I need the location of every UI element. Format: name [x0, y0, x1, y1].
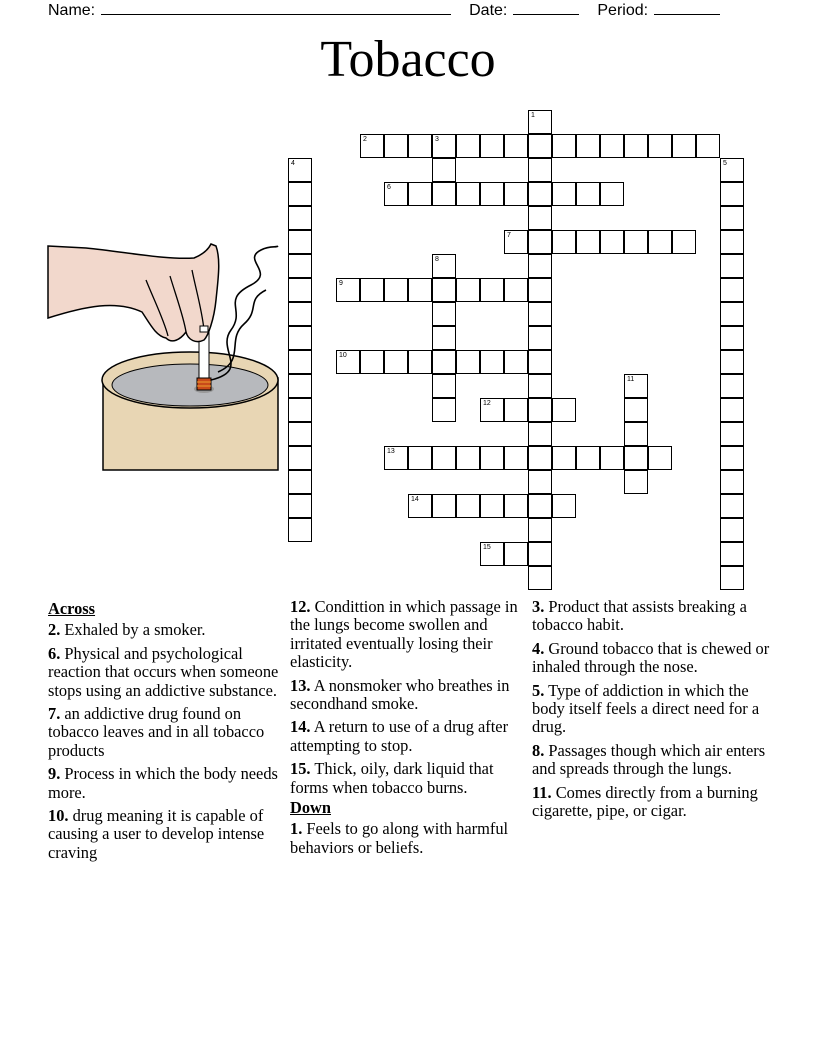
crossword-cell[interactable] [288, 494, 312, 518]
crossword-cell[interactable] [720, 302, 744, 326]
crossword-cell[interactable] [432, 134, 456, 158]
crossword-cell[interactable] [432, 494, 456, 518]
crossword-cell[interactable] [528, 566, 552, 590]
crossword-cell[interactable] [288, 230, 312, 254]
crossword-cell[interactable] [528, 518, 552, 542]
crossword-cell[interactable] [432, 182, 456, 206]
crossword-cell[interactable] [552, 230, 576, 254]
crossword-cell[interactable] [432, 350, 456, 374]
crossword-cell[interactable] [720, 494, 744, 518]
crossword-cell[interactable] [384, 134, 408, 158]
crossword-cell[interactable] [456, 134, 480, 158]
clue-number: 10 [339, 352, 347, 359]
crossword-cell[interactable] [288, 206, 312, 230]
period-field[interactable] [654, 0, 720, 15]
clue-number: 6 [387, 184, 391, 191]
clue-number: 3 [435, 136, 439, 143]
clue-number: 9 [339, 280, 343, 287]
name-field[interactable] [101, 0, 451, 15]
crossword-cell[interactable] [624, 230, 648, 254]
crossword-cell[interactable] [384, 350, 408, 374]
clue-number: 8 [435, 256, 439, 263]
crossword-cell[interactable] [672, 230, 696, 254]
period-label: Period: [597, 2, 649, 19]
crossword-cell[interactable] [720, 398, 744, 422]
crossword-cell[interactable] [336, 350, 360, 374]
crossword-cell[interactable] [528, 158, 552, 182]
crossword-cell[interactable] [480, 278, 504, 302]
crossword-cell[interactable] [720, 350, 744, 374]
crossword-cell[interactable] [576, 230, 600, 254]
crossword-cell[interactable] [504, 494, 528, 518]
crossword-cell[interactable] [408, 182, 432, 206]
crossword-cell[interactable] [456, 494, 480, 518]
crossword-cell[interactable] [552, 398, 576, 422]
clue-across-6: 6. Physical and psychological reaction that occurs when someone stops using an addictive substance. [48, 643, 279, 700]
crossword-cell[interactable] [576, 182, 600, 206]
crossword-cell[interactable] [288, 302, 312, 326]
crossword-cell[interactable] [528, 374, 552, 398]
hand-stubbing-cigarette-in-ashtray-icon [46, 240, 286, 476]
clue-down-4: 4. Ground tobacco that is chewed or inhaled through the nose. [532, 638, 770, 677]
crossword-cell[interactable] [504, 446, 528, 470]
crossword-cell[interactable] [288, 446, 312, 470]
crossword-cell[interactable] [504, 350, 528, 374]
crossword-cell[interactable] [504, 278, 528, 302]
clue-down-5: 5. Type of addiction in which the body itself feels a direct need for a drug. [532, 680, 760, 737]
crossword-cell[interactable] [648, 134, 672, 158]
crossword-cell[interactable] [552, 494, 576, 518]
crossword-cell[interactable] [384, 446, 408, 470]
clue-number: 11 [627, 376, 635, 383]
crossword-cell[interactable] [552, 134, 576, 158]
crossword-cell[interactable] [336, 278, 360, 302]
crossword-cell[interactable] [720, 230, 744, 254]
clue-number: 14 [411, 496, 419, 503]
crossword-cell[interactable] [528, 134, 552, 158]
crossword-cell[interactable] [528, 470, 552, 494]
name-label: Name: [48, 2, 96, 19]
crossword-cell[interactable] [720, 182, 744, 206]
clues-column-3 [532, 598, 772, 825]
clue-number: 7 [507, 232, 511, 239]
crossword-cell[interactable] [288, 254, 312, 278]
clue-across-14: 14. A return to use of a drug after attempting to stop. [290, 717, 509, 755]
crossword-cell[interactable] [432, 158, 456, 182]
crossword-cell[interactable] [456, 182, 480, 206]
crossword-cell[interactable] [432, 278, 456, 302]
crossword-cell[interactable] [720, 566, 744, 590]
crossword-cell[interactable] [720, 278, 744, 302]
clue-across-12: 12. Condittion in which passage in the lungs become swollen and irritated eventually losing their elasticity. [290, 597, 518, 672]
crossword-cell[interactable] [552, 446, 576, 470]
crossword-cell[interactable] [288, 374, 312, 398]
clue-number: 2 [363, 136, 367, 143]
clue-down-11: 11. Comes directly from a burning cigarette, pipe, or cigar. [532, 782, 758, 821]
crossword-cell[interactable] [720, 158, 744, 182]
crossword-cell[interactable] [720, 542, 744, 566]
crossword-cell[interactable] [288, 326, 312, 350]
crossword-cell[interactable] [432, 254, 456, 278]
crossword-cell[interactable] [528, 230, 552, 254]
crossword-cell[interactable] [600, 446, 624, 470]
crossword-cell[interactable] [720, 254, 744, 278]
crossword-cell[interactable] [720, 326, 744, 350]
clues-column-2 [290, 598, 528, 862]
crossword-cell[interactable] [528, 446, 552, 470]
clues-column-1 [48, 598, 284, 867]
crossword-cell[interactable] [408, 494, 432, 518]
crossword-cell[interactable] [480, 398, 504, 422]
crossword-cell[interactable] [576, 446, 600, 470]
crossword-cell[interactable] [504, 230, 528, 254]
crossword-cell[interactable] [504, 134, 528, 158]
crossword-cell[interactable] [504, 398, 528, 422]
crossword-cell[interactable] [624, 134, 648, 158]
crossword-cell[interactable] [528, 182, 552, 206]
crossword-cell[interactable] [624, 374, 648, 398]
crossword-cell[interactable] [480, 494, 504, 518]
crossword-cell[interactable] [288, 158, 312, 182]
clue-across-9: 9. Process in which the body needs more. [48, 764, 278, 802]
clue-number: 1 [531, 112, 535, 119]
down-heading: Down [290, 798, 331, 818]
date-field[interactable] [513, 0, 579, 15]
clue-down-8: 8. Passages though which air enters and spreads through the lungs. [532, 740, 766, 779]
crossword-cell[interactable] [528, 110, 552, 134]
clue-number: 12 [483, 400, 491, 407]
clue-number: 15 [483, 544, 491, 551]
crossword-cell[interactable] [288, 422, 312, 446]
crossword-cell[interactable] [432, 326, 456, 350]
crossword-cell[interactable] [648, 446, 672, 470]
crossword-cell[interactable] [672, 134, 696, 158]
crossword-cell[interactable] [456, 278, 480, 302]
crossword-cell[interactable] [528, 206, 552, 230]
clue-down-1: 1. Feels to go along with harmful behaviors or beliefs. [290, 819, 509, 857]
crossword-cell[interactable] [576, 134, 600, 158]
crossword-cell[interactable] [696, 134, 720, 158]
clue-down-3: 3. Product that assists breaking a tobacco habit. [532, 597, 747, 635]
crossword-cell[interactable] [720, 422, 744, 446]
crossword-cell[interactable] [408, 446, 432, 470]
crossword-cell[interactable] [528, 254, 552, 278]
crossword-cell[interactable] [288, 278, 312, 302]
crossword-cell[interactable] [720, 518, 744, 542]
crossword-cell[interactable] [720, 374, 744, 398]
crossword-cell[interactable] [456, 350, 480, 374]
crossword-cell[interactable] [288, 470, 312, 494]
crossword-cell[interactable] [528, 542, 552, 566]
crossword-cell[interactable] [480, 446, 504, 470]
crossword-cell[interactable] [528, 278, 552, 302]
clue-number: 5 [723, 160, 727, 167]
crossword-cell[interactable] [528, 422, 552, 446]
clue-across-10: 10. drug meaning it is capable of causing a user to develop intense craving [48, 806, 265, 862]
crossword-cell[interactable] [288, 398, 312, 422]
date-label: Date: [469, 2, 508, 19]
clue-across-7: 7. an addictive drug found on tobacco leaves and in all tobacco products [48, 704, 265, 760]
crossword-cell[interactable] [600, 182, 624, 206]
crossword-cell[interactable] [720, 446, 744, 470]
crossword-cell[interactable] [624, 398, 648, 422]
crossword-cell[interactable] [504, 182, 528, 206]
crossword-cell[interactable] [600, 134, 624, 158]
clue-number: 13 [387, 448, 395, 455]
crossword-cell[interactable] [480, 134, 504, 158]
crossword-cell[interactable] [528, 326, 552, 350]
crossword-cell[interactable] [528, 302, 552, 326]
crossword-cell[interactable] [288, 518, 312, 542]
crossword-cell[interactable] [432, 398, 456, 422]
crossword-cell[interactable] [408, 278, 432, 302]
crossword-cell[interactable] [600, 230, 624, 254]
crossword-cell[interactable] [528, 350, 552, 374]
clue-across-15: 15. Thick, oily, dark liquid that forms when tobacco burns. [290, 759, 494, 797]
crossword-cell[interactable] [432, 302, 456, 326]
crossword-cell[interactable] [624, 470, 648, 494]
clue-across-2: 2. Exhaled by a smoker. [48, 620, 206, 640]
crossword-cell[interactable] [360, 134, 384, 158]
crossword-cell[interactable] [408, 350, 432, 374]
crossword-cell[interactable] [504, 542, 528, 566]
crossword-cell[interactable] [360, 350, 384, 374]
worksheet-header [48, 0, 738, 20]
clue-across-13: 13. A nonsmoker who breathes in secondhand smoke. [290, 675, 510, 714]
crossword-cell[interactable] [480, 182, 504, 206]
clue-number: 4 [291, 160, 295, 167]
crossword-cell[interactable] [432, 446, 456, 470]
crossword-cell[interactable] [288, 350, 312, 374]
crossword-cell[interactable] [432, 374, 456, 398]
crossword-cell[interactable] [288, 182, 312, 206]
crossword-cell[interactable] [552, 182, 576, 206]
crossword-cell[interactable] [648, 230, 672, 254]
page-title: Tobacco [320, 31, 496, 88]
crossword-cell[interactable] [456, 446, 480, 470]
crossword-cell[interactable] [528, 398, 552, 422]
crossword-cell[interactable] [384, 278, 408, 302]
crossword-cell[interactable] [408, 134, 432, 158]
crossword-cell[interactable] [720, 470, 744, 494]
crossword-cell[interactable] [528, 494, 552, 518]
crossword-cell[interactable] [360, 278, 384, 302]
crossword-cell[interactable] [480, 542, 504, 566]
crossword-cell[interactable] [384, 182, 408, 206]
crossword-cell[interactable] [624, 446, 648, 470]
across-heading: Across [48, 599, 96, 618]
crossword-cell[interactable] [720, 206, 744, 230]
crossword-cell[interactable] [480, 350, 504, 374]
crossword-cell[interactable] [624, 422, 648, 446]
